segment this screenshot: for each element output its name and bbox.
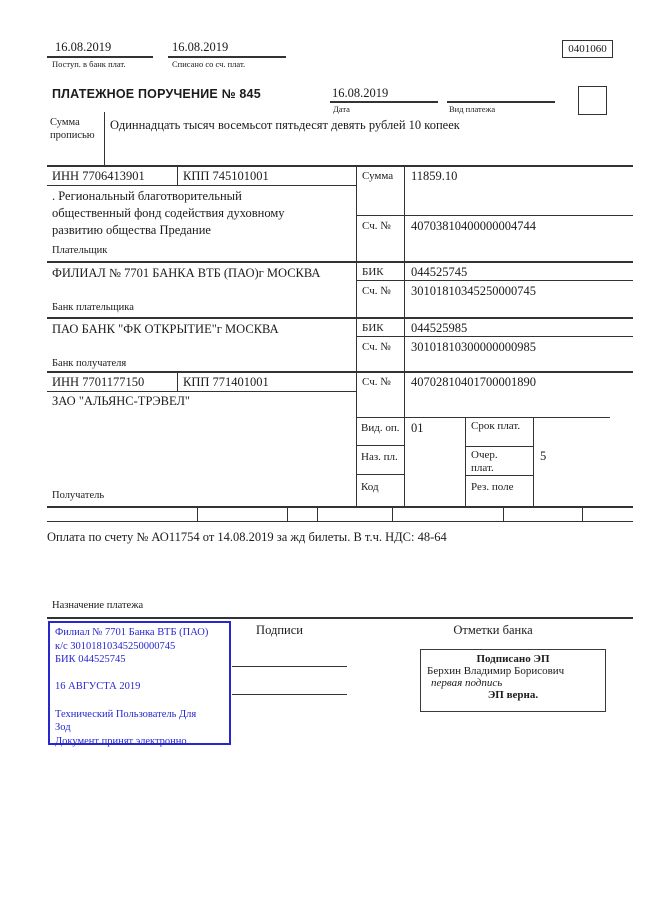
table-border-line	[465, 475, 534, 476]
signature-line-1	[232, 666, 347, 667]
beneficiary-bank-section-label: Банк получателя	[52, 358, 127, 369]
table-border-line	[177, 371, 178, 391]
table-border-line	[392, 506, 393, 521]
payment-purpose-label: Назначение платежа	[52, 600, 144, 611]
esign-verified: ЭП верна.	[487, 689, 539, 701]
received-date: 16.08.2019	[55, 40, 112, 54]
code-label: Код	[361, 481, 379, 493]
payer-kpp: КПП 745101001	[183, 169, 269, 183]
signatures-header: Подписи	[256, 623, 303, 637]
beneficiary-bank-acc-label: Сч. №	[362, 341, 391, 353]
table-border-line	[356, 445, 404, 446]
table-border-line	[47, 165, 633, 167]
beneficiary-bank-account: 30101810300000000985	[411, 340, 536, 354]
table-border-line	[47, 391, 356, 392]
table-border-line	[47, 185, 356, 186]
beneficiary-bank-name: ПАО БАНК "ФК ОТКРЫТИЕ"г МОСКВА	[52, 322, 279, 336]
amount-words-divider	[104, 112, 105, 166]
table-border-line	[465, 417, 466, 506]
esign-stamp	[420, 649, 606, 712]
form-code-box: 0401060	[562, 40, 613, 58]
order-value: 5	[540, 449, 547, 463]
table-border-line	[356, 474, 404, 475]
beneficiary-bank-bik: 044525985	[411, 321, 468, 335]
payer-inn: ИНН 7706413901	[52, 169, 145, 183]
table-border-line	[197, 506, 198, 521]
payment-type-box	[578, 86, 607, 115]
table-border-line	[317, 506, 318, 521]
table-border-line	[356, 280, 633, 281]
table-border-line	[465, 446, 534, 447]
debited-date: 16.08.2019	[172, 40, 229, 54]
beneficiary-kpp: КПП 771401001	[183, 375, 269, 389]
term-label: Срок плат.	[471, 420, 521, 432]
bank-marks-header: Отметки банка	[453, 623, 533, 637]
signature-line-2	[232, 694, 347, 695]
beneficiary-acc-label: Сч. №	[362, 376, 391, 388]
beneficiary-name: ЗАО "АЛЬЯНС-ТРЭВЕЛ"	[52, 394, 191, 408]
table-border-line	[356, 215, 633, 216]
date-label: Дата	[333, 104, 350, 114]
table-border-line	[533, 417, 534, 506]
beneficiary-bank-bik-label: БИК	[362, 322, 384, 334]
document-title: ПЛАТЕЖНОЕ ПОРУЧЕНИЕ № 845	[52, 87, 261, 101]
bank-electronic-stamp: Филиал № 7701 Банка ВТБ (ПАО) к/с 30101810345250000745 БИК 044525745 16 АВГУСТА 2019 Технический Пользователь Для Зод Документ принят электронно	[48, 621, 231, 745]
table-border-line	[47, 521, 633, 522]
sum-label: Сумма	[362, 170, 394, 182]
payer-acc-label: Сч. №	[362, 220, 391, 232]
payer-account: 40703810400000004744	[411, 219, 536, 233]
beneficiary-account: 40702810401700001890	[411, 375, 536, 389]
esign-role: первая подпись	[431, 677, 503, 689]
order-label: Очер. плат.	[471, 449, 498, 474]
op-type-label: Вид. оп.	[361, 422, 400, 434]
table-border-line	[47, 261, 633, 263]
table-border-line	[287, 506, 288, 521]
payer-name: . Региональный благотворительный общественный фонд содействия духовному развитию общества Предание	[52, 189, 285, 237]
payer-bank-acc-label: Сч. №	[362, 285, 391, 297]
esign-name: Берхин Владимир Борисович	[427, 665, 565, 677]
table-border-line	[47, 317, 633, 319]
table-border-line	[47, 371, 633, 373]
table-border-line	[47, 617, 633, 619]
payer-bank-section-label: Банк плательщика	[52, 302, 134, 313]
table-border-line	[356, 336, 633, 337]
esign-title: Подписано ЭП	[476, 653, 550, 665]
debited-date-underline	[168, 56, 286, 58]
amount-words-label-2: прописью	[50, 130, 95, 141]
op-type-value: 01	[411, 421, 424, 435]
beneficiary-inn: ИНН 7701177150	[52, 375, 145, 389]
payment-type-label: Вид платежа	[449, 104, 496, 114]
document-date: 16.08.2019	[332, 86, 389, 100]
sum-value: 11859.10	[411, 169, 458, 183]
res-field-label: Рез. поле	[471, 481, 514, 493]
beneficiary-section-label: Получатель	[52, 490, 105, 501]
table-border-line	[503, 506, 504, 521]
table-border-line	[582, 506, 583, 521]
payment-purpose-text: Оплата по счету № АО11754 от 14.08.2019 за жд билеты. В т.ч. НДС: 48-64	[47, 530, 447, 544]
table-border-line	[356, 417, 610, 418]
amount-in-words: Одиннадцать тысяч восемьсот пятьдесят девять рублей 10 копеек	[110, 118, 460, 132]
payer-section-label: Плательщик	[52, 245, 108, 256]
received-date-label: Поступ. в банк плат.	[52, 59, 126, 69]
payer-bank-name: ФИЛИАЛ № 7701 БАНКА ВТБ (ПАО)г МОСКВА	[52, 266, 321, 280]
payer-bank-bik-label: БИК	[362, 266, 384, 278]
payer-bank-bik: 044525745	[411, 265, 468, 279]
received-date-underline	[47, 56, 153, 58]
payer-bank-account: 30101810345250000745	[411, 284, 536, 298]
table-border-line	[47, 506, 633, 508]
naz-label: Наз. пл.	[361, 451, 398, 463]
table-border-line	[177, 165, 178, 186]
debited-date-label: Списано со сч. плат.	[172, 59, 246, 69]
date-underline	[330, 101, 438, 103]
amount-words-label-1: Сумма	[50, 117, 80, 128]
payment-type-underline	[447, 101, 555, 103]
